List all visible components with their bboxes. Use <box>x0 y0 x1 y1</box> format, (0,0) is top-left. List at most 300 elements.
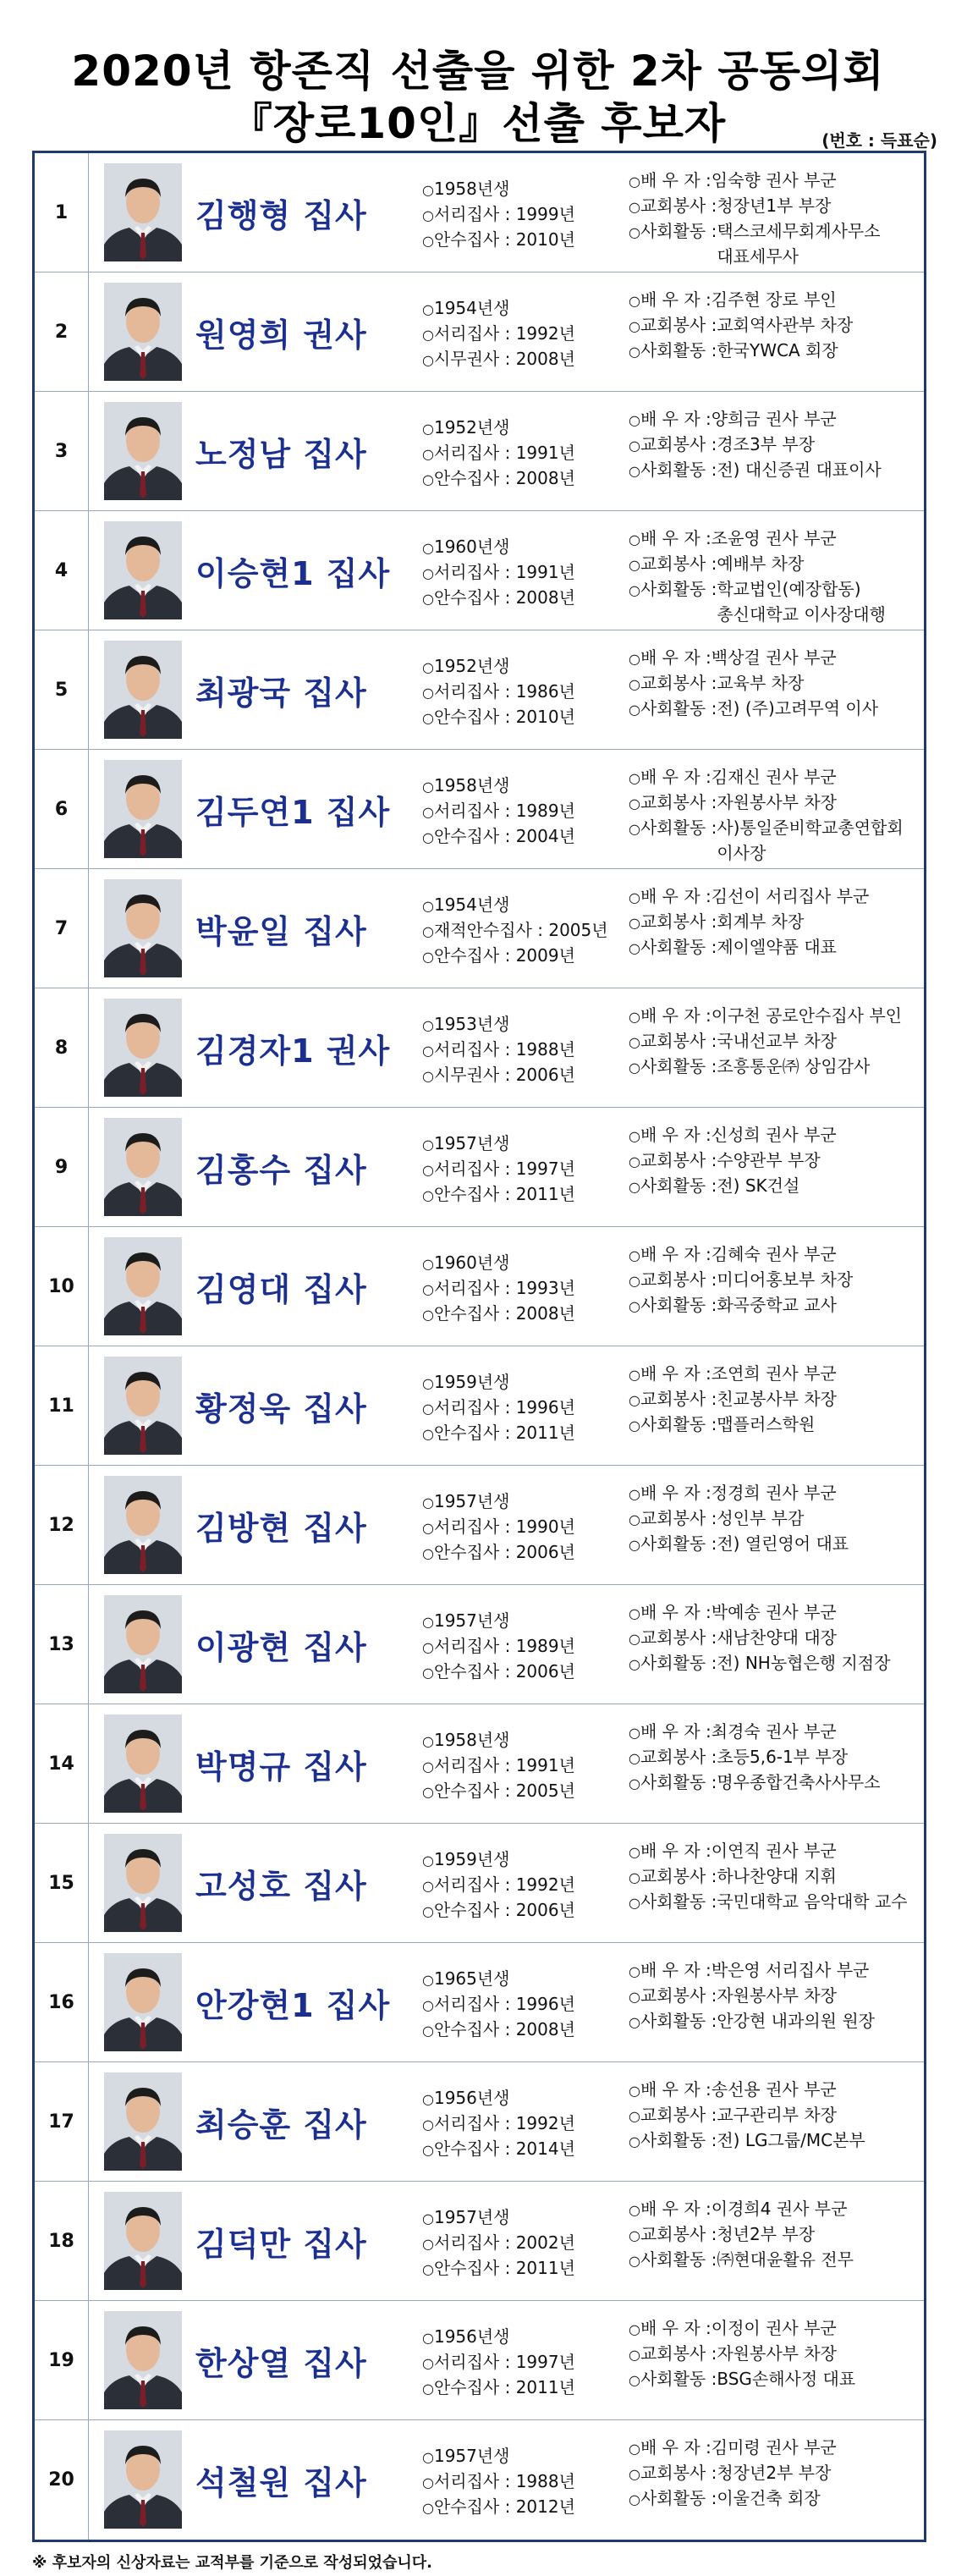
bullet: ○ <box>629 557 640 573</box>
social-activity-line: ○사회활동 : ㈜현대윤활유 전무 <box>629 2249 854 2270</box>
bullet: ○ <box>422 2116 434 2133</box>
bullet: ○ <box>629 2347 640 2363</box>
ordination-2: ○안수집사 : 2008년 <box>422 468 575 488</box>
candidate-detail-info <box>629 646 925 722</box>
title-line-2: 『장로10인』선출 후보자 <box>229 99 727 148</box>
candidate-detail-info <box>629 2316 925 2392</box>
bullet: ○ <box>629 582 640 598</box>
bullet: ○ <box>629 821 640 837</box>
portrait-icon <box>104 1715 182 1813</box>
bullet: ○ <box>422 1665 434 1681</box>
bullet: ○ <box>422 591 434 607</box>
portrait-icon <box>104 760 182 858</box>
bullet: ○ <box>422 1068 434 1084</box>
social-activity-line: ○사회활동 : 이울건축 회장 <box>629 2488 821 2508</box>
birth-year: ○1959년생 <box>422 1372 510 1392</box>
bullet: ○ <box>422 1972 434 1988</box>
bullet: ○ <box>629 2202 640 2218</box>
birth-year: ○1958년생 <box>422 1730 510 1750</box>
bullet: ○ <box>629 1989 640 2005</box>
portrait-icon <box>104 1118 182 1216</box>
spouse-line: ○배 우 자 : 김혜숙 권사 부군 <box>629 1244 837 1264</box>
birth-year: ○1965년생 <box>422 1968 510 1989</box>
candidate-number: 18 <box>35 2182 89 2300</box>
candidate-detail-info <box>629 1839 925 1915</box>
social-activity-line: ○사회활동 : 맵플러스학원 <box>629 1414 816 1434</box>
portrait-icon <box>104 2311 182 2409</box>
candidate-photo <box>104 641 182 739</box>
candidate-basic-info <box>422 893 625 969</box>
bullet: ○ <box>422 1903 434 1919</box>
ordination-2: ○안수집사 : 2011년 <box>422 1423 575 1443</box>
birth-year: ○1952년생 <box>422 656 510 676</box>
candidate-detail-info <box>629 2197 925 2273</box>
social-activity-line: ○사회활동 : 한국YWCA 회장 <box>629 340 838 361</box>
candidate-basic-info <box>422 1967 625 2043</box>
birth-year: ○1956년생 <box>422 2088 510 2108</box>
church-service-line: ○교회봉사 : 교육부 차장 <box>629 673 805 693</box>
ordination-1: ○서리집사 : 1996년 <box>422 1397 575 1417</box>
spouse-line: ○배 우 자 : 박예송 권사 부군 <box>629 1602 837 1622</box>
church-service-line: ○교회봉사 : 새남찬양대 대장 <box>629 1627 837 1648</box>
bullet: ○ <box>422 1520 434 1536</box>
bullet: ○ <box>422 540 434 556</box>
candidate-basic-info <box>422 773 625 850</box>
ordination-2: ○안수집사 : 2012년 <box>422 2496 575 2517</box>
birth-year: ○1952년생 <box>422 417 510 438</box>
portrait-icon <box>104 163 182 261</box>
ordination-1: ○서리집사 : 1989년 <box>422 1636 575 1656</box>
birth-year: ○1960년생 <box>422 537 510 557</box>
candidate-number: 13 <box>35 1585 89 1704</box>
candidate-photo <box>104 1357 182 1455</box>
bullet: ○ <box>629 318 640 334</box>
bullet: ○ <box>422 1784 434 1800</box>
ordination-2: ○안수집사 : 2006년 <box>422 1542 575 1562</box>
candidate-name: 박명규 집사 <box>195 1748 367 1786</box>
bullet: ○ <box>422 1281 434 1297</box>
bullet: ○ <box>422 2091 434 2107</box>
portrait-icon <box>104 641 182 739</box>
bullet: ○ <box>422 659 434 675</box>
bullet: ○ <box>629 1034 640 1050</box>
bullet: ○ <box>629 1631 640 1647</box>
bullet: ○ <box>629 2133 640 2149</box>
bullet: ○ <box>629 1775 640 1792</box>
candidate-row <box>35 1943 924 2062</box>
ordination-1: ○서리집사 : 1990년 <box>422 1516 575 1537</box>
bullet: ○ <box>422 1997 434 2013</box>
bullet: ○ <box>422 1375 434 1391</box>
church-service-line: ○교회봉사 : 초등5,6-1부 부장 <box>629 1747 849 1767</box>
candidate-photo <box>104 1118 182 1216</box>
ordination-1: ○서리집사 : 1988년 <box>422 1039 575 1060</box>
ordination-2: ○안수집사 : 2005년 <box>422 1781 575 1801</box>
bullet: ○ <box>629 2466 640 2482</box>
candidate-row <box>35 1824 924 1943</box>
candidate-name: 노정남 집사 <box>195 435 367 473</box>
church-service-line: ○교회봉사 : 자원봉사부 차장 <box>629 2343 837 2364</box>
bullet: ○ <box>629 173 640 190</box>
bullet: ○ <box>629 1417 640 1434</box>
portrait-icon <box>104 1595 182 1693</box>
bullet: ○ <box>422 1759 434 1775</box>
candidate-detail-info <box>629 288 925 364</box>
ordination-2: ○안수집사 : 2010년 <box>422 229 575 250</box>
candidate-name: 박윤일 집사 <box>195 912 367 950</box>
bullet: ○ <box>422 421 434 437</box>
candidate-row <box>35 869 924 988</box>
candidate-detail-info <box>629 1720 925 1796</box>
bullet: ○ <box>422 1137 434 1153</box>
church-service-line: ○교회봉사 : 교회역사관부 차장 <box>629 315 854 335</box>
candidate-detail-info <box>629 2436 925 2512</box>
bullet: ○ <box>422 2449 434 2465</box>
social-activity-line: ○사회활동 : 전) LG그룹/MC본부 <box>629 2130 865 2150</box>
candidate-row <box>35 1466 924 1585</box>
ordination-1: ○서리집사 : 1999년 <box>422 204 575 224</box>
candidate-row <box>35 988 924 1108</box>
birth-year: ○1960년생 <box>422 1252 510 1273</box>
candidate-name: 김행형 집사 <box>195 196 367 234</box>
social-activity-line: ○사회활동 : 전) SK건설 <box>629 1175 800 1196</box>
ordination-2: ○안수집사 : 2011년 <box>422 2377 575 2397</box>
candidate-number: 6 <box>35 750 89 868</box>
bullet: ○ <box>629 1537 640 1553</box>
spouse-line: ○배 우 자 : 이경희4 권사 부군 <box>629 2199 848 2219</box>
bullet: ○ <box>629 293 640 309</box>
ordination-2: ○안수집사 : 2006년 <box>422 1661 575 1682</box>
candidate-basic-info <box>422 1370 625 1446</box>
ordination-1: ○서리집사 : 1988년 <box>422 2471 575 2491</box>
candidate-row <box>35 511 924 630</box>
spouse-line: ○배 우 자 : 조윤영 권사 부군 <box>629 528 837 548</box>
candidate-number: 4 <box>35 511 89 630</box>
candidate-row <box>35 1585 924 1704</box>
candidate-basic-info <box>422 1728 625 1804</box>
ordination-1: ○서리집사 : 1992년 <box>422 2113 575 2133</box>
social-activity-line: ○사회활동 : 제이엘약품 대표 <box>629 937 837 957</box>
spouse-line: ○배 우 자 : 김미령 권사 부군 <box>629 2437 837 2458</box>
ordination-1: ○서리집사 : 1991년 <box>422 443 575 463</box>
bullet: ○ <box>422 2142 434 2158</box>
candidate-row <box>35 1227 924 1346</box>
bullet: ○ <box>629 1247 640 1263</box>
candidate-photo <box>104 999 182 1097</box>
ordination-1: ○서리집사 : 2002년 <box>422 2232 575 2253</box>
candidate-basic-info <box>422 1609 625 1685</box>
candidate-photo <box>104 1715 182 1813</box>
candidate-row <box>35 2420 924 2540</box>
bullet: ○ <box>629 1844 640 1860</box>
birth-year: ○1957년생 <box>422 1610 510 1631</box>
bullet: ○ <box>629 1963 640 1979</box>
church-service-line: ○교회봉사 : 미디어홍보부 차장 <box>629 1269 854 1290</box>
ordination-2: ○시무권사 : 2006년 <box>422 1065 575 1085</box>
bullet: ○ <box>629 1179 640 1195</box>
candidate-basic-info <box>422 1131 625 1208</box>
candidate-number: 19 <box>35 2301 89 2419</box>
candidate-number: 1 <box>35 153 89 272</box>
church-service-line: ○교회봉사 : 하나찬양대 지휘 <box>629 1866 837 1886</box>
bullet: ○ <box>629 531 640 548</box>
portrait-icon <box>104 1476 182 1574</box>
bullet: ○ <box>422 829 434 845</box>
bullet: ○ <box>629 651 640 667</box>
portrait-icon <box>104 283 182 381</box>
spouse-line: ○배 우 자 : 김선이 서리집사 부군 <box>629 886 870 906</box>
ordination-2: ○안수집사 : 2011년 <box>422 1184 575 1204</box>
candidate-row <box>35 272 924 392</box>
social-activity-line: ○사회활동 : 학교법인(예장합동) <box>629 579 861 599</box>
candidate-number: 3 <box>35 392 89 510</box>
spouse-line: ○배 우 자 : 임숙향 권사 부군 <box>629 170 837 190</box>
portrait-icon <box>104 1953 182 2051</box>
candidate-name: 한상열 집사 <box>195 2344 367 2382</box>
candidate-name: 고성호 집사 <box>195 1867 367 1905</box>
candidate-number: 7 <box>35 869 89 988</box>
bullet: ○ <box>629 2014 640 2030</box>
document-header <box>0 0 956 151</box>
birth-year: ○1954년생 <box>422 894 510 915</box>
bullet: ○ <box>422 1187 434 1203</box>
ordination-1: ○서리집사 : 1992년 <box>422 323 575 344</box>
candidate-basic-info <box>422 296 625 372</box>
candidate-photo <box>104 1953 182 2051</box>
candidate-detail-info <box>629 1481 925 1557</box>
bullet: ○ <box>629 915 640 931</box>
candidate-photo <box>104 2430 182 2529</box>
candidate-basic-info <box>422 2086 625 2162</box>
ordination-1: ○서리집사 : 1997년 <box>422 1159 575 1179</box>
bullet: ○ <box>422 1017 434 1033</box>
candidate-detail-info <box>629 765 925 867</box>
bullet: ○ <box>422 923 434 939</box>
bullet: ○ <box>629 2491 640 2507</box>
social-activity-line: ○사회활동 : 택스코세무회계사무소 <box>629 221 881 241</box>
candidate-photo <box>104 760 182 858</box>
bullet: ○ <box>422 685 434 701</box>
candidate-name: 최광국 집사 <box>195 674 367 712</box>
bullet: ○ <box>629 770 640 786</box>
candidate-name: 김영대 집사 <box>195 1270 367 1308</box>
birth-year: ○1953년생 <box>422 1014 510 1034</box>
bullet: ○ <box>629 1750 640 1766</box>
candidate-photo <box>104 2311 182 2409</box>
bullet: ○ <box>629 1392 640 1408</box>
candidate-photo <box>104 1476 182 1574</box>
bullet: ○ <box>422 1426 434 1442</box>
candidate-number: 5 <box>35 630 89 749</box>
portrait-icon <box>104 521 182 619</box>
candidate-photo <box>104 402 182 500</box>
church-service-line: ○교회봉사 : 청년2부 부장 <box>629 2224 816 2244</box>
candidate-row <box>35 2182 924 2301</box>
bullet: ○ <box>422 2330 434 2346</box>
social-activity-line: ○사회활동 : 화곡중학교 교사 <box>629 1295 837 1315</box>
bullet: ○ <box>629 795 640 812</box>
bullet: ○ <box>422 1733 434 1749</box>
church-service-line: ○교회봉사 : 청장년2부 부장 <box>629 2463 832 2483</box>
bullet: ○ <box>629 412 640 428</box>
candidate-basic-info <box>422 2444 625 2520</box>
bullet: ○ <box>629 1725 640 1741</box>
ordination-2: ○안수집사 : 2008년 <box>422 587 575 608</box>
candidate-number: 17 <box>35 2062 89 2181</box>
candidate-name: 김덕만 집사 <box>195 2225 367 2263</box>
bullet: ○ <box>629 1656 640 1672</box>
bullet: ○ <box>422 182 434 198</box>
ordination-2: ○시무권사 : 2008년 <box>422 349 575 369</box>
spouse-line: ○배 우 자 : 신성희 권사 부군 <box>629 1125 837 1145</box>
bullet: ○ <box>629 199 640 215</box>
candidate-row <box>35 2062 924 2182</box>
bullet: ○ <box>629 2227 640 2243</box>
bullet: ○ <box>422 804 434 820</box>
birth-year: ○1956년생 <box>422 2326 510 2347</box>
candidate-name: 김두연1 집사 <box>195 793 391 831</box>
candidate-name: 최승훈 집사 <box>195 2105 367 2144</box>
birth-year: ○1959년생 <box>422 1849 510 1869</box>
candidate-number: 2 <box>35 272 89 391</box>
portrait-icon <box>104 1834 182 1932</box>
title-line-1: 2020년 항존직 선출을 위한 2차 공동의회 <box>71 47 885 96</box>
bullet: ○ <box>422 2261 434 2277</box>
spouse-line: ○배 우 자 : 송선용 권사 부군 <box>629 2079 837 2100</box>
bullet: ○ <box>422 446 434 462</box>
portrait-icon <box>104 402 182 500</box>
bullet: ○ <box>629 1273 640 1289</box>
candidate-photo <box>104 1237 182 1335</box>
spouse-line: ○배 우 자 : 김주현 장로 부인 <box>629 289 837 310</box>
bullet: ○ <box>422 1852 434 1869</box>
bullet: ○ <box>629 2372 640 2388</box>
candidate-detail-info <box>629 168 925 270</box>
birth-year: ○1957년생 <box>422 2207 510 2227</box>
candidate-basic-info <box>422 1012 625 1088</box>
candidate-photo <box>104 2192 182 2290</box>
ordination-2: ○안수집사 : 2008년 <box>422 2019 575 2039</box>
candidate-name: 김방현 집사 <box>195 1509 367 1547</box>
bullet: ○ <box>629 2321 640 2337</box>
bullet: ○ <box>629 940 640 956</box>
bullet: ○ <box>629 1895 640 1911</box>
bullet: ○ <box>629 1486 640 1502</box>
bullet: ○ <box>422 1614 434 1630</box>
ordination-1: ○서리집사 : 1986년 <box>422 681 575 702</box>
social-activity-line-2: 대표세무사 <box>717 246 799 267</box>
social-activity-line: ○사회활동 : 명우종합건축사사무소 <box>629 1772 881 1792</box>
candidate-basic-info <box>422 535 625 611</box>
bullet: ○ <box>422 1401 434 1417</box>
candidate-number: 20 <box>35 2420 89 2540</box>
candidate-number: 10 <box>35 1227 89 1346</box>
candidate-row <box>35 2301 924 2420</box>
candidate-basic-info <box>422 2325 625 2401</box>
bullet: ○ <box>422 352 434 368</box>
portrait-icon <box>104 999 182 1097</box>
church-service-line: ○교회봉사 : 수양관부 부장 <box>629 1150 821 1170</box>
portrait-icon <box>104 879 182 977</box>
bullet: ○ <box>422 1494 434 1511</box>
spouse-line: ○배 우 자 : 최경숙 권사 부군 <box>629 1721 837 1742</box>
spouse-line: ○배 우 자 : 정경희 권사 부군 <box>629 1483 837 1503</box>
bullet: ○ <box>629 702 640 718</box>
social-activity-line: ○사회활동 : BSG손해사정 대표 <box>629 2369 856 2389</box>
church-service-line: ○교회봉사 : 경조3부 부장 <box>629 434 816 454</box>
candidate-name: 석철원 집사 <box>195 2464 367 2502</box>
bullet: ○ <box>422 1256 434 1272</box>
candidate-name: 이광현 집사 <box>195 1628 367 1666</box>
candidate-photo <box>104 1595 182 1693</box>
bullet: ○ <box>629 1298 640 1314</box>
candidate-detail-info <box>629 1242 925 1318</box>
church-service-line: ○교회봉사 : 예배부 차장 <box>629 553 805 574</box>
spouse-line: ○배 우 자 : 김재신 권사 부군 <box>629 767 837 787</box>
bullet: ○ <box>629 1511 640 1527</box>
candidate-name: 황정욱 집사 <box>195 1390 367 1428</box>
bullet: ○ <box>422 2381 434 2397</box>
bullet: ○ <box>629 889 640 905</box>
social-activity-line: ○사회활동 : 전) NH농협은행 지점장 <box>629 1653 891 1673</box>
bullet: ○ <box>422 327 434 343</box>
bullet: ○ <box>422 1043 434 1059</box>
church-service-line: ○교회봉사 : 자원봉사부 차장 <box>629 792 837 812</box>
candidate-number: 8 <box>35 988 89 1107</box>
candidate-name: 안강현1 집사 <box>195 1986 391 2024</box>
spouse-line: ○배 우 자 : 박은영 서리집사 부군 <box>629 1960 870 1980</box>
candidate-name: 이승현1 집사 <box>195 554 391 592</box>
candidate-detail-info <box>629 1600 925 1676</box>
bullet: ○ <box>629 1367 640 1383</box>
bullet: ○ <box>422 565 434 581</box>
candidate-detail-info <box>629 1004 925 1080</box>
candidate-photo <box>104 879 182 977</box>
bullet: ○ <box>629 463 640 479</box>
church-service-line: ○교회봉사 : 자원봉사부 차장 <box>629 1985 837 2006</box>
bullet: ○ <box>422 1878 434 1894</box>
bullet: ○ <box>422 1545 434 1561</box>
bullet: ○ <box>629 2083 640 2099</box>
bullet: ○ <box>629 1009 640 1025</box>
birth-year: ○1957년생 <box>422 2446 510 2466</box>
church-service-line: ○교회봉사 : 친교봉사부 차장 <box>629 1389 837 1409</box>
candidate-basic-info <box>422 177 625 253</box>
birth-year: ○1954년생 <box>422 298 510 318</box>
portrait-icon <box>104 2430 182 2529</box>
candidate-basic-info <box>422 1847 625 1924</box>
bullet: ○ <box>629 224 640 240</box>
bullet: ○ <box>629 1060 640 1076</box>
birth-year: ○1957년생 <box>422 1133 510 1153</box>
candidate-photo <box>104 283 182 381</box>
candidate-detail-info <box>629 526 925 628</box>
candidate-number: 16 <box>35 1943 89 2061</box>
candidate-row <box>35 1108 924 1227</box>
social-activity-line: ○사회활동 : 국민대학교 음악대학 교수 <box>629 1891 908 1912</box>
bullet: ○ <box>422 898 434 914</box>
ordination-1: ○서리집사 : 1997년 <box>422 2352 575 2372</box>
candidate-photo <box>104 163 182 261</box>
candidate-number: 15 <box>35 1824 89 1942</box>
spouse-line: ○배 우 자 : 백상걸 권사 부군 <box>629 647 837 668</box>
social-activity-line: ○사회활동 : 사)통일준비학교총연합회 <box>629 817 904 838</box>
ordination-1: ○서리집사 : 1993년 <box>422 1278 575 1298</box>
birth-year: ○1957년생 <box>422 1491 510 1511</box>
ordination-2: ○안수집사 : 2008년 <box>422 1303 575 1324</box>
portrait-icon <box>104 1237 182 1335</box>
church-service-line: ○교회봉사 : 국내선교부 차장 <box>629 1031 837 1051</box>
